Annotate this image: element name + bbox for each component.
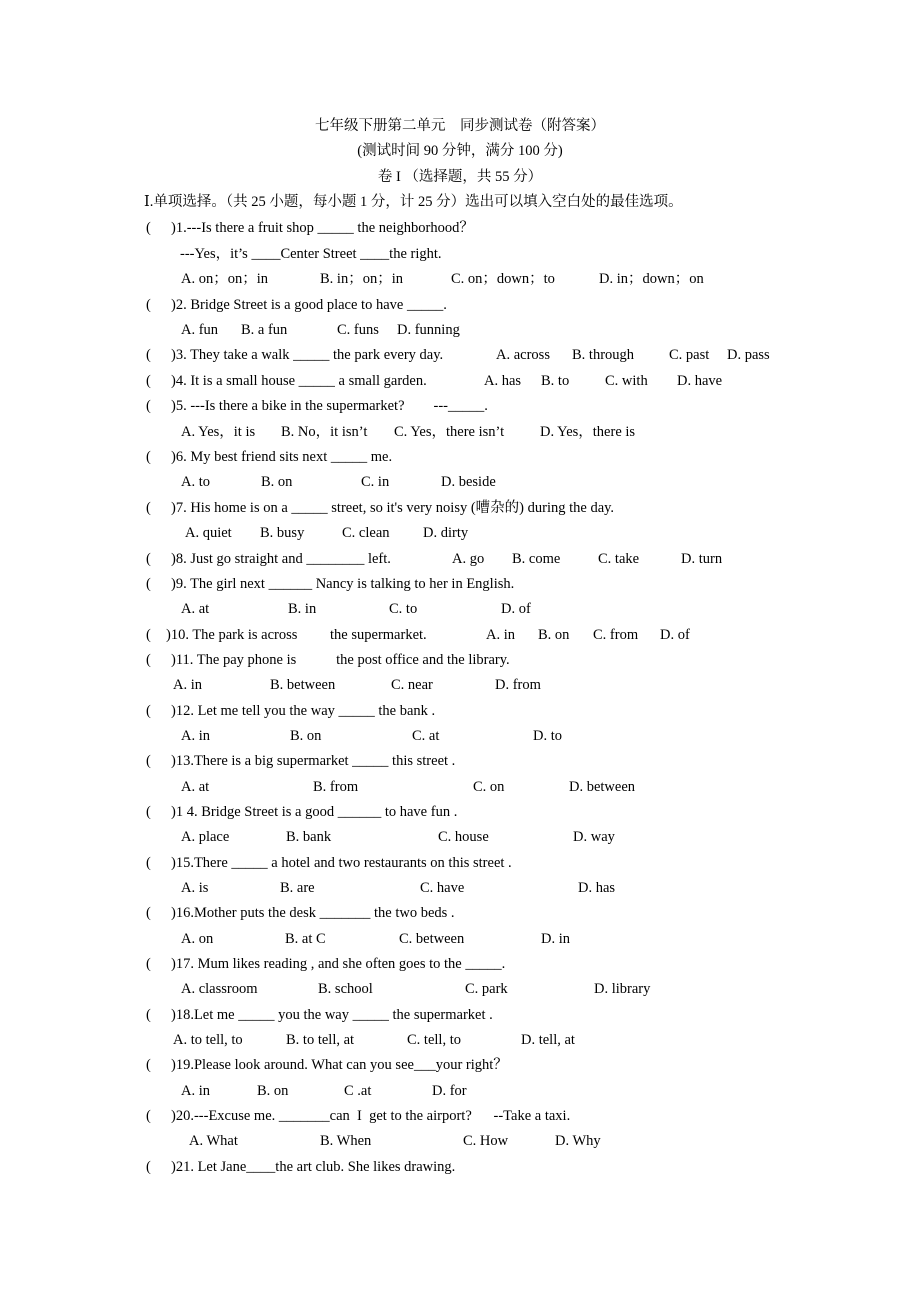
option-d: D. between	[569, 779, 636, 795]
option-c: C. from	[593, 627, 639, 643]
option-a: A. on	[181, 931, 214, 947]
question-stem: )20.---Excuse me. _______can I get to the airport? --Take a taxi.	[171, 1108, 571, 1124]
option-d: D. of	[501, 601, 531, 617]
answer-blank: (	[146, 703, 173, 719]
answer-blank: (	[146, 1057, 173, 1073]
answer-blank: (	[146, 347, 173, 363]
question-stem: )12. Let me tell you the way _____ the bank .	[171, 703, 436, 719]
option-d: D. for	[432, 1083, 467, 1099]
answer-blank: (	[146, 398, 173, 414]
option-a: A. to tell, to	[173, 1032, 243, 1048]
option-b: B. bank	[286, 829, 332, 845]
option-b: B. on	[257, 1083, 289, 1099]
answer-blank: (	[146, 449, 173, 465]
answer-blank: (	[146, 500, 173, 516]
question-stem: )10. The park is across the supermarket.	[166, 627, 427, 643]
question-stem: )13.There is a big supermarket _____ this street .	[171, 753, 456, 769]
question-stem: )4. It is a small house _____ a small garden.	[171, 373, 427, 389]
option-c: C. on	[473, 779, 505, 795]
option-d: D. have	[677, 373, 723, 389]
option-a: A. go	[452, 551, 485, 567]
question-stem: )9. The girl next ______ Nancy is talking to her in English.	[171, 576, 515, 592]
option-c: C. in	[361, 474, 390, 490]
section-instruction: Ⅰ.单项选择。（共 25 小题，每小题 1 分，计 25 分）选出可以填入空白处的最佳选项。	[144, 194, 683, 210]
option-c: C. near	[391, 677, 433, 693]
option-d: D. library	[594, 981, 651, 997]
answer-blank: (	[146, 373, 173, 389]
volume-heading: 卷 I （选择题，共 55 分）	[377, 169, 543, 185]
option-d: D. in	[541, 931, 570, 947]
option-b: B. in；on；in	[320, 271, 403, 287]
option-c: C. How	[463, 1133, 509, 1149]
answer-blank: (	[146, 804, 173, 820]
option-d: D. turn	[681, 551, 723, 567]
option-b: B. to	[541, 373, 570, 389]
option-d: D. from	[495, 677, 541, 693]
option-a: A. quiet	[185, 525, 232, 541]
question-stem: )6. My best friend sits next _____ me.	[171, 449, 393, 465]
question-stem: )21. Let Jane____the art club. She likes drawing.	[171, 1159, 456, 1175]
option-c: C. funs	[337, 322, 379, 338]
option-b: B. are	[280, 880, 315, 896]
option-b: B. on	[538, 627, 570, 643]
answer-blank: (	[146, 753, 173, 769]
option-d: D. has	[578, 880, 616, 896]
question-stem: )17. Mum likes reading , and she often goes to the _____.	[171, 956, 506, 972]
option-b: B. school	[318, 981, 373, 997]
option-b: B. on	[261, 474, 293, 490]
option-a: A. fun	[181, 322, 219, 338]
answer-blank: (	[146, 905, 173, 921]
option-a: A. classroom	[181, 981, 258, 997]
option-a: A. at	[181, 779, 210, 795]
option-c: C. tell, to	[407, 1032, 461, 1048]
option-d: D. to	[533, 728, 562, 744]
question-stem: )16.Mother puts the desk _______ the two beds .	[171, 905, 455, 921]
option-d: D. tell, at	[521, 1032, 575, 1048]
option-d: D. Yes，there is	[540, 424, 636, 440]
option-b: B. a fun	[241, 322, 288, 338]
answer-blank: (	[146, 551, 173, 567]
answer-blank: (	[146, 956, 173, 972]
option-d: D. Why	[555, 1133, 601, 1149]
question-stem: )8. Just go straight and ________ left.	[171, 551, 391, 567]
option-b: B. busy	[260, 525, 305, 541]
option-a: A. across	[496, 347, 550, 363]
option-d: D. way	[573, 829, 615, 845]
option-b: B. through	[572, 347, 635, 363]
option-c: C. to	[389, 601, 418, 617]
option-d: D. beside	[441, 474, 496, 490]
question-stem: )1 4. Bridge Street is a good ______ to have fun .	[171, 804, 458, 820]
page-subtitle: (测试时间 90 分钟，满分 100 分)	[357, 143, 563, 159]
question-sub: ---Yes，it’s ____Center Street ____the right.	[180, 246, 442, 262]
option-a: A. in	[181, 728, 210, 744]
option-a: A. in	[173, 677, 202, 693]
option-a: A. has	[484, 373, 522, 389]
option-c: C .at	[344, 1083, 372, 1099]
option-c: C. on；down；to	[451, 271, 555, 287]
answer-blank: (	[146, 1159, 173, 1175]
option-c: C. between	[399, 931, 465, 947]
option-d: D. pass	[727, 347, 770, 363]
answer-blank: (	[146, 297, 173, 313]
option-c: C. have	[420, 880, 465, 896]
option-a: A. in	[486, 627, 515, 643]
option-d: D. dirty	[423, 525, 469, 541]
option-d: D. funning	[397, 322, 460, 338]
question-stem: )3. They take a walk _____ the park every day.	[171, 347, 444, 363]
option-c: C. clean	[342, 525, 390, 541]
option-c: C. at	[412, 728, 440, 744]
option-b: B. to tell, at	[286, 1032, 355, 1048]
answer-blank: (	[146, 652, 173, 668]
question-stem: )18.Let me _____ you the way _____ the supermarket .	[171, 1007, 493, 1023]
option-c: C. take	[598, 551, 640, 567]
question-stem: )5. ---Is there a bike in the supermarket? ---_____.	[171, 398, 488, 414]
option-a: A. to	[181, 474, 210, 490]
option-a: A. in	[181, 1083, 210, 1099]
page-title: 七年级下册第二单元 同步测试卷（附答案）	[315, 118, 605, 134]
question-stem: )1.---Is there a fruit shop _____ the neighborhood？	[171, 220, 474, 236]
option-b: B. on	[290, 728, 322, 744]
answer-blank: (	[146, 627, 173, 643]
option-d: D. of	[660, 627, 690, 643]
answer-blank: (	[146, 576, 173, 592]
option-a: A. What	[189, 1133, 238, 1149]
answer-blank: (	[146, 1108, 173, 1124]
option-a: A. Yes，it is	[181, 424, 256, 440]
question-stem: )15.There _____ a hotel and two restaurants on this street .	[171, 855, 512, 871]
option-d: D. in；down；on	[599, 271, 704, 287]
option-b: B. at C	[285, 931, 326, 947]
question-stem: )2. Bridge Street is a good place to have _____.	[171, 297, 447, 313]
option-b: B. No，it isn’t	[281, 424, 368, 440]
option-c: C. park	[465, 981, 508, 997]
option-b: B. When	[320, 1133, 372, 1149]
answer-blank: (	[146, 220, 173, 236]
option-b: B. in	[288, 601, 317, 617]
option-c: C. Yes，there isn’t	[394, 424, 505, 440]
answer-blank: (	[146, 1007, 173, 1023]
question-stem: )19.Please look around. What can you see___your right？	[171, 1057, 508, 1073]
option-b: B. between	[270, 677, 336, 693]
option-c: C. with	[605, 373, 648, 389]
option-a: A. place	[181, 829, 230, 845]
question-stem: )7. His home is on a _____ street, so it's very noisy (嘈杂的) during the day.	[171, 500, 615, 516]
option-c: C. house	[438, 829, 489, 845]
option-b: B. come	[512, 551, 561, 567]
answer-blank: (	[146, 855, 173, 871]
question-stem: )11. The pay phone is the post office and the library.	[171, 652, 510, 668]
option-a: A. is	[181, 880, 209, 896]
option-c: C. past	[669, 347, 710, 363]
option-a: A. at	[181, 601, 210, 617]
option-a: A. on；on；in	[181, 271, 268, 287]
option-b: B. from	[313, 779, 359, 795]
